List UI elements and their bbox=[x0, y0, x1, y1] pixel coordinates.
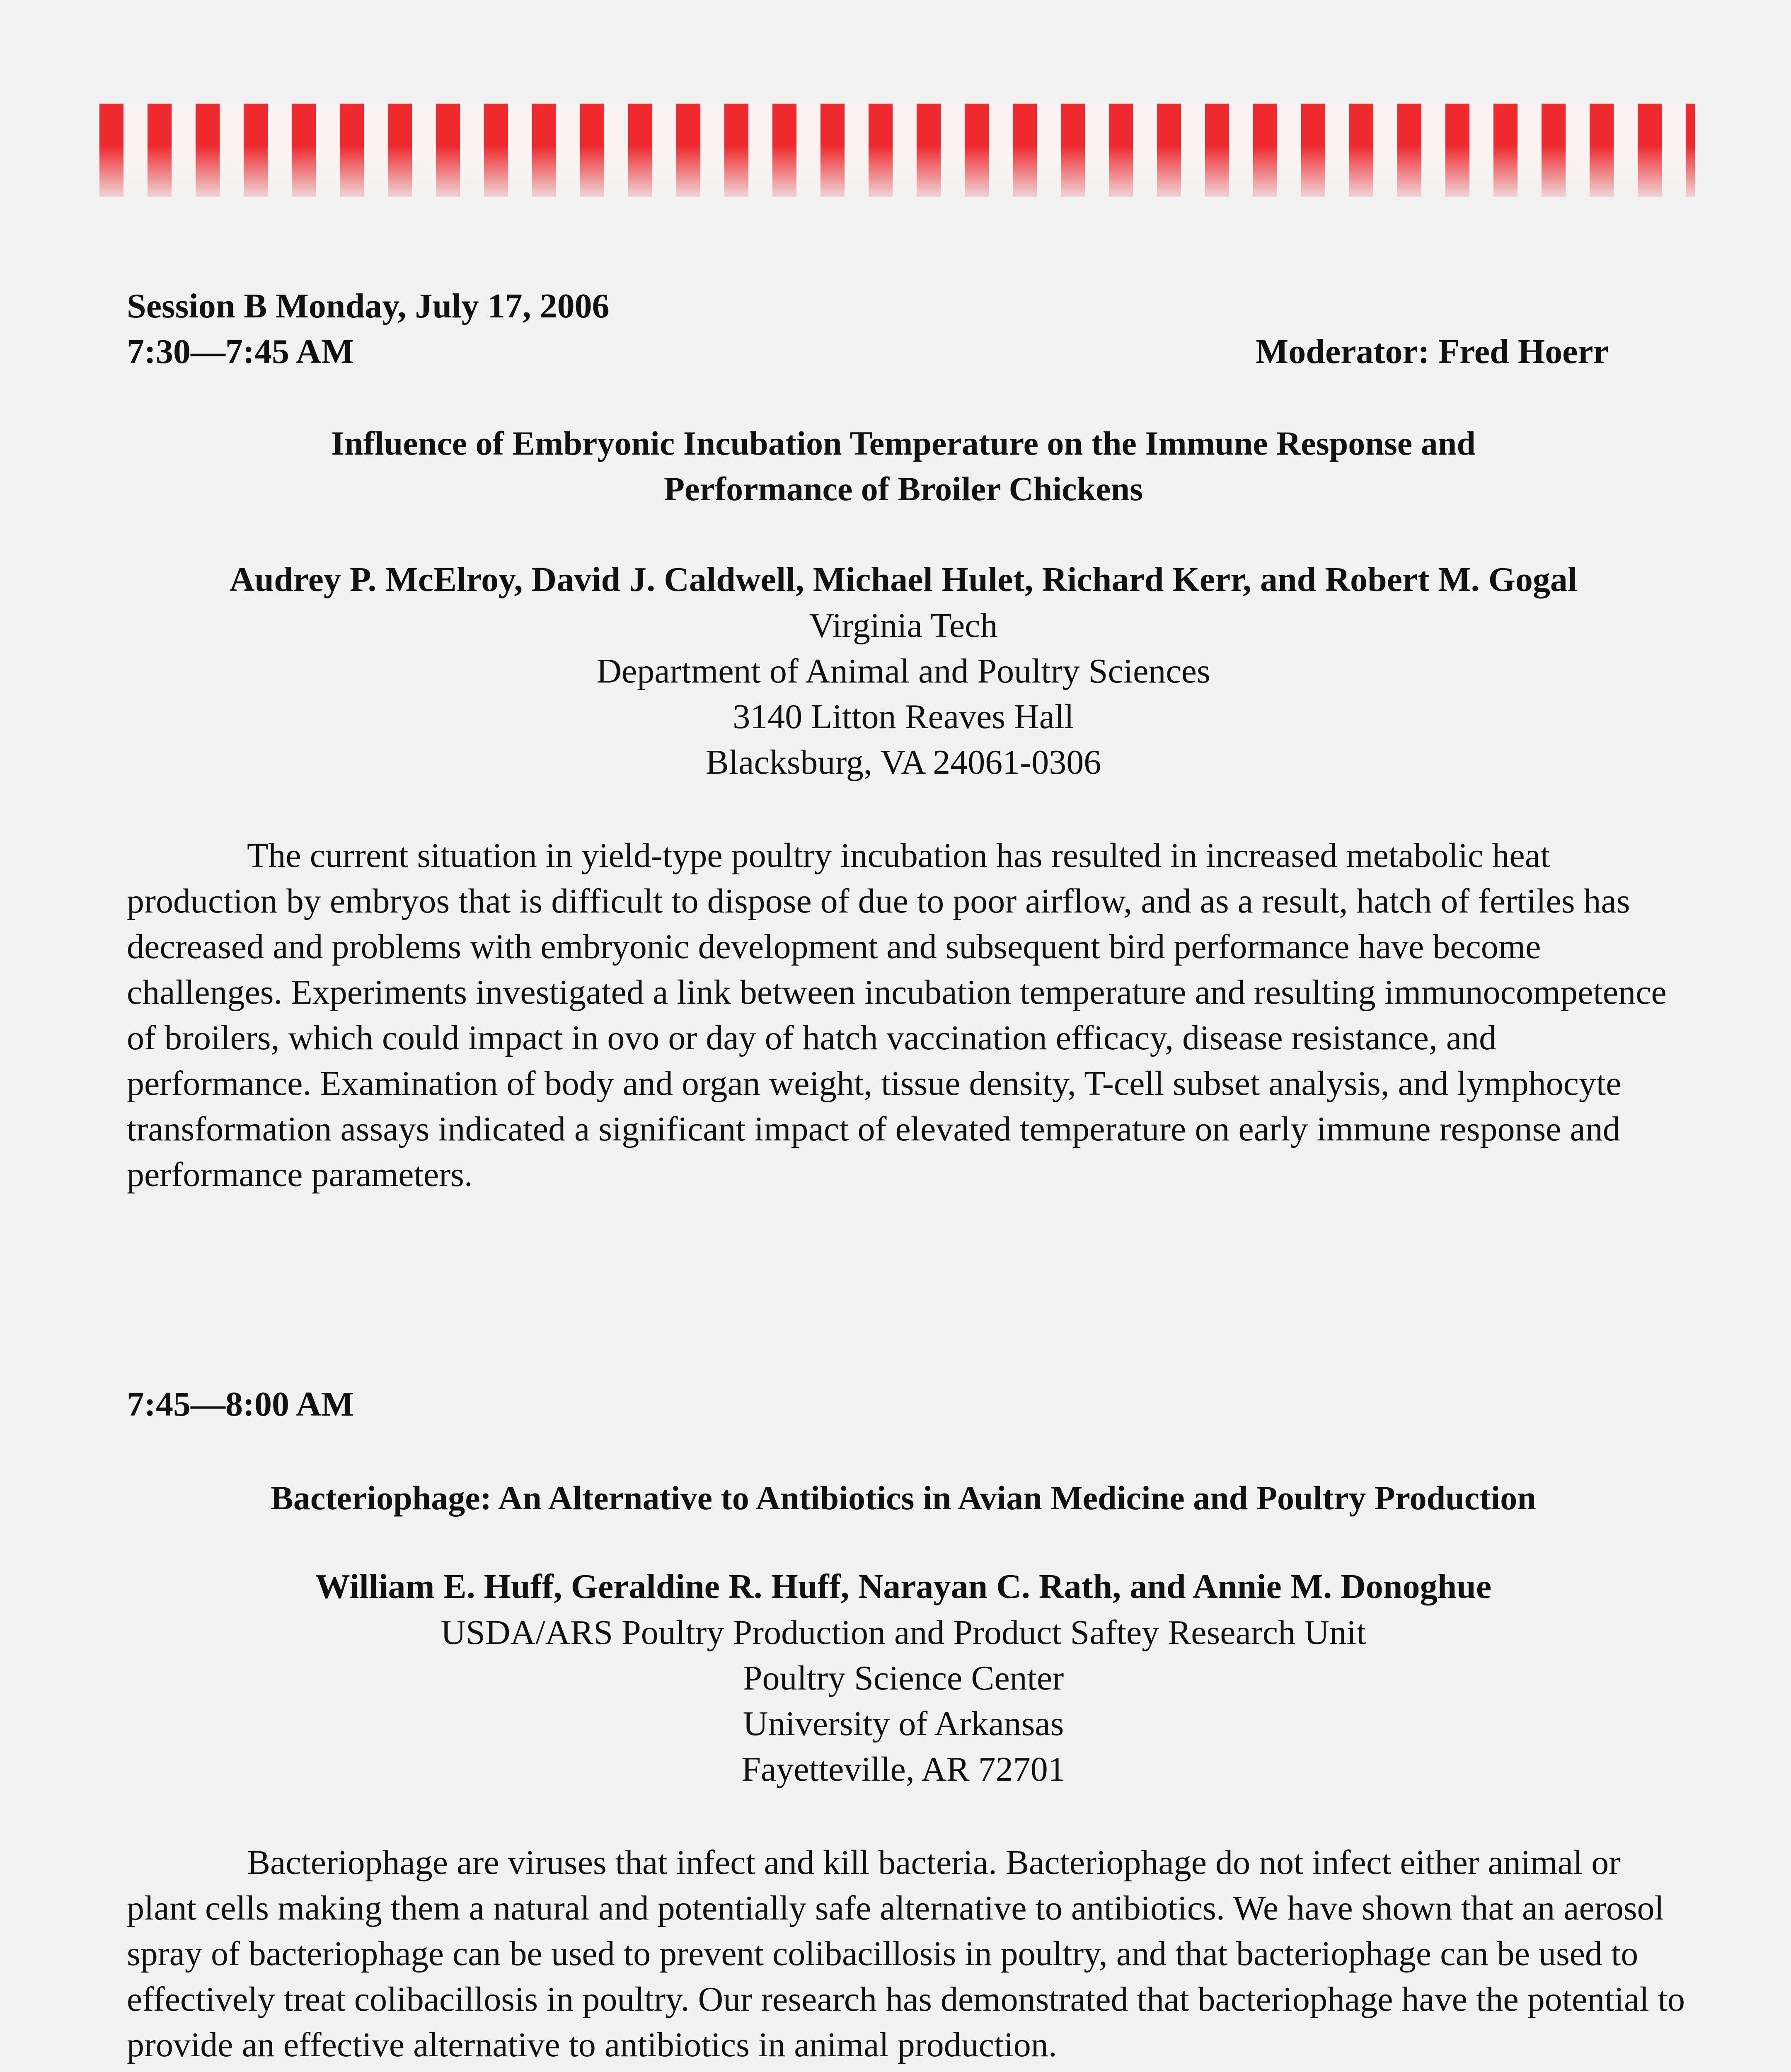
talk1-affiliation-line: Virginia Tech bbox=[809, 606, 998, 645]
talk1-authors: Audrey P. McElroy, David J. Caldwell, Michael Hulet, Richard Kerr, and Robert M. Gogal bbox=[229, 560, 1578, 599]
talk2-affiliation-line: Poultry Science Center bbox=[743, 1659, 1064, 1697]
talk2-affiliation-line: USDA/ARS Poultry Production and Product Saftey Research Unit bbox=[440, 1613, 1366, 1652]
talk1-affiliation bbox=[124, 603, 1682, 785]
talk2-affiliation bbox=[124, 1610, 1682, 1792]
talk1-title-line1: Influence of Embryonic Incubation Temperature on the Immune Response and bbox=[331, 424, 1476, 462]
talk2-time: 7:45—8:00 AM bbox=[127, 1385, 354, 1423]
talk1-affiliation-line: 3140 Litton Reaves Hall bbox=[733, 697, 1074, 736]
talk2-abstract-text: Bacteriophage are viruses that infect and kill bacteria. Bacteriophage do not infect either animal or plant cells making them a natural and potentially safe alternative to antibiotics. We have shown that an aerosol spray of bacteriophage can be used to prevent colibacillosis in poultry, and that bacteriophage can be used to effectively treat colibacillosis in poultry. Our research has demonstrated that bacteriophage have the potential to provide an effective alternative to antibiotics in animal production. bbox=[127, 1843, 1685, 2064]
talk2-authors: William E. Huff, Geraldine R. Huff, Narayan C. Rath, and Annie M. Donoghue bbox=[315, 1567, 1492, 1606]
talk2-affiliation-line: Fayetteville, AR 72701 bbox=[741, 1750, 1065, 1789]
talk1-affiliation-line: Blacksburg, VA 24061-0306 bbox=[705, 743, 1101, 782]
talk1-time: 7:30—7:45 AM bbox=[127, 332, 354, 371]
moderator-label: Moderator: Fred Hoerr bbox=[1255, 332, 1609, 371]
talk1-title-line2: Performance of Broiler Chickens bbox=[663, 470, 1143, 508]
striped-header-banner bbox=[99, 104, 1695, 197]
talk2-abstract bbox=[127, 1840, 1685, 2068]
talk1-title bbox=[124, 421, 1682, 512]
talk1-affiliation-line: Department of Animal and Poultry Sciences bbox=[596, 652, 1210, 690]
talk1-abstract bbox=[127, 833, 1685, 1198]
session-heading: Session B Monday, July 17, 2006 bbox=[127, 287, 610, 325]
talk1-abstract-text: The current situation in yield-type poultry incubation has resulted in increased metabolic heat production by embryos that is difficult to dispose of due to poor airflow, and as a result, hatch of fertiles has decreased and problems with embryonic development and subsequent bird performance have become challenges. Experiments investigated a link between incubation temperature and resulting immunocompetence of broilers, which could impact in ovo or day of hatch vaccination efficacy, disease resistance, and performance. Examination of body and organ weight, tissue density, T-cell subset analysis, and lymphocyte transformation assays indicated a significant impact of elevated temperature on early immune response and performance parameters. bbox=[127, 836, 1667, 1194]
talk2-title: Bacteriophage: An Alternative to Antibiotics in Avian Medicine and Poultry Production bbox=[271, 1479, 1536, 1517]
talk2-affiliation-line: University of Arkansas bbox=[743, 1704, 1064, 1743]
